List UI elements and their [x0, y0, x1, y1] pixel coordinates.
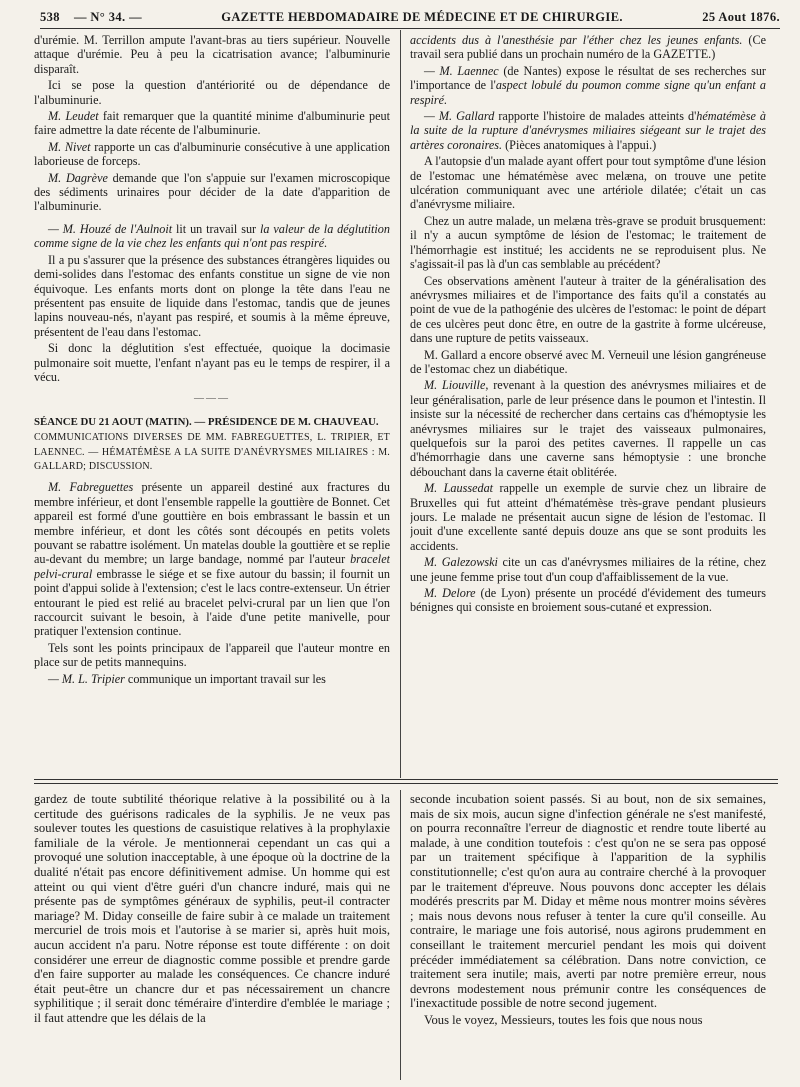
paragraph [410, 64, 766, 107]
paragraph-text: , revenant à la question des anévrysmes miliaires et de leur généralisation, parle de leur présence dans le poumon et l'intestin. Il insiste sur la nécessité de rechercher dans certains cas d'hémoptysie les anévrysmes miliaires sur le trajet des vaisseaux pulmonaires, quelquefois sur la paroi des petites cavernes. Il rappelle un cas d'hémorrhagie dans une caverne sans hémoptysie : une bronche débouchant dans la caverne était oblitérée. [410, 378, 766, 479]
paragraph-text: rapporte un cas d'albuminurie consécutive à une application laborieuse de forceps. [34, 139, 390, 169]
term: bracelet pelvi-crural [34, 552, 390, 581]
section-rule [34, 783, 778, 784]
paragraph: Ici se pose la question d'antériorité ou de dépendance de l'albuminurie. [34, 78, 390, 107]
paragraph [34, 672, 390, 686]
column-left [34, 33, 390, 775]
paragraph [410, 481, 766, 553]
paragraph: Ces observations amènent l'auteur à traiter de la généralisation des anévrysmes miliaires et de l'importance des faits qu'il a constatés au point de vue de la pathogénie des ulcères de l'estomac: le point de départ de ces ulcères peut donc être, en outre de la gastrite à forme ulcéreuse, dans une rupture de petits vaisseaux. [410, 273, 766, 346]
paper-title: aspect lobulé du poumon comme signe qu'un enfant a respiré. [410, 78, 766, 107]
paper-title: la valeur de la déglutition comme signe de la vie chez les enfants qui n'ont pas respiré. [34, 221, 390, 251]
paragraph [410, 555, 766, 584]
ornament-divider: ——— [194, 393, 230, 405]
issue-date: 25 Aout 1876. [702, 9, 780, 24]
paragraph: gardez de toute subtilité théorique relative à la possibilité ou à la certitude des guérisons radicales de la syphilis. Je ne veux pas soulever toutes les questions de casuistique relatives à la prophylaxie familiale de la vérole. Je mentionnerai cependant un cas qui a provoqué une solution inacceptable, à une époque où la doctrine de la dualité n'était pas encore définitivement admise. Un homme qui est atteint ou qui vient d'être guéri d'un chancre induré, mais qui ne présente pas de symptômes généraux de syphilis, peut-il contracter mariage? M. Diday conseille de faire subir à ce malade un traitement mercuriel de trois mois et l'autorise à se marier si, après huit mois, aucun accident n'a paru. Notre réponse est toute différente : on doit considérer une erreur de diagnostic comme possible et prendre garde d'en faire supporter au malade les conséquences. Ce chancre induré était peut-être un chancre dur et pas nécessairement un chancre syphilitique ; il serait donc téméraire d'interdire d'emblée le mariage ; il faut attendre que les délais de la [34, 792, 390, 1025]
paragraph [34, 222, 390, 251]
paragraph [410, 109, 766, 152]
paragraph-text: cite un cas d'anévrysmes miliaires de la rétine, chez une jeune femme prise tout d'un coup d'affaiblissement de la vue. [410, 555, 766, 584]
paragraph: M. Gallard a encore observé avec M. Verneuil une lésion gangréneuse de l'estomac chez un diabétique. [410, 347, 766, 376]
feuilleton-right [410, 792, 766, 1082]
journal-title: GAZETTE HEBDOMADAIRE DE MÉDECINE ET DE CHIRURGIE. [221, 9, 623, 24]
speaker-name: M. Galezowski [424, 555, 498, 570]
paragraph: Vous le voyez, Messieurs, toutes les fois que nous nous [424, 1012, 703, 1027]
speaker-name: M. Fabreguettes [48, 480, 134, 495]
page-number: 538 [40, 9, 60, 24]
speaker-name: M. Laussedat [424, 481, 494, 496]
paragraph-text: (de Lyon) présente un procédé d'évidement des tumeurs bénignes qui consiste en broiement sous-cutané et expression. [410, 586, 766, 615]
paragraph [34, 171, 390, 214]
paragraph: d'urémie. M. Terrillon ampute l'avant-bras au tiers supérieur. Nouvelle attaque d'urémie. Peu à peu la cicatrisation avance; l'albuminurie disparaît. [34, 33, 390, 76]
column-right [410, 33, 766, 775]
paragraph: Tels sont les points principaux de l'appareil que l'auteur montre en place sur de petits mannequins. [34, 640, 390, 670]
paragraph-text: rappelle un exemple de survie chez un libraire de Bruxelles qui fut atteint d'hématémèse très-grave pendant plusieurs jours. Le malade ne présentait aucun signe de lésion de l'estomac. Il jouit d'une excellente santé depuis douze ans que se sont produits les accidents. [410, 481, 766, 553]
paragraph-text: (de Nantes) expose le résultat de ses recherches sur l'importance de l' [410, 63, 766, 93]
column-divider [400, 30, 401, 778]
paragraph-text: (Pièces anatomiques à l'appui.) [502, 137, 657, 152]
session-heading: SÉANCE DU 21 AOUT (MATIN). — PRÉSIDENCE DE M. CHAUVEAU. [34, 415, 379, 428]
paragraph [34, 480, 390, 638]
column-divider [400, 790, 401, 1080]
speaker-name: M. Nivet [48, 139, 91, 154]
session-summary: COMMUNICATIONS DIVERSES DE MM. FABREGUETTES, L. TRIPIER, ET LAENNEC. — HÉMATÉMÈSE A LA SUITE D'ANÉVRYSMES MILIAIRES : M. GALLARD; DISCUSSION. [34, 432, 390, 472]
paragraph [34, 140, 390, 169]
paragraph-text: rapporte l'histoire de malades atteints d' [494, 109, 697, 124]
paragraph: Si donc la déglutition s'est effectuée, quoique la docimasie pulmonaire soit muette, l'enfant n'ayant pas eu le temps de respirer, il a vécu. [34, 341, 390, 384]
speaker-name: — M. Gallard [424, 109, 495, 124]
issue-number: — N° 34. — [73, 9, 142, 24]
speaker-name: — M. L. Tripier [48, 671, 125, 686]
section-rule [34, 779, 778, 780]
paragraph-text: embrasse le siége et se fixe autour du bassin; il fournit un point d'appui solide à l'extension; c'est le lacs contre-extenseur. Un étrier entourant le pied est relié au bracelet pelvi-crural par un lien que l'on raccourcit suivant le besoin, à l'aide d'une petite manivelle, pour pratiquer l'extension continue. [34, 566, 390, 639]
paragraph-text: communique un important travail sur les [124, 671, 326, 686]
paragraph: Chez un autre malade, un melæna très-grave se produit brusquement: il n'y a aucun symptôme de lésion de l'estomac; le traitement de l'hémorrhagie est institué; les accidents ne se reproduisent plus. Ne s'agissait-il pas là d'un cas semblable au précédent? [410, 213, 766, 272]
speaker-name: — M. Laennec [424, 63, 499, 78]
paragraph [410, 586, 766, 615]
speaker-name: — M. Houzé de l'Aulnoit [48, 221, 173, 236]
paragraph [410, 33, 766, 62]
paper-title: hématémèse à la suite de la rupture d'anévrysmes miliaires siégeant sur le trajet des artères coronaires. [410, 109, 766, 152]
paragraph: seconde incubation soient passés. Si au bout, non de six semaines, mais de six mois, aucun signe d'infection générale ne s'est manifesté, on pourra reconnaître l'erreur de diagnostic et rendre toute liberté au malade, à une condition toutefois : c'est qu'on ne se sera pas opposé par un traitement spécifique à l'apparition de la syphilis constitutionnelle; c'est qu'on aura au contraire cherché à la provoquer par le traitement d'épreuve. Nous pouvons donc accepter les délais modérés prescrits par M. Diday et même nous montrer moins sévères ; mais nous devons nous refuser à tenter la cure qu'il conseille. Au contraire, le mariage une fois autorisé, nous agirons prudemment en conseillant le traitement mercuriel pendant les mois qui doivent précéder immédiatement sa célébration. Dans notre conviction, ce traitement sera inutile; mais, averti par notre première erreur, nous devrons modestement nous prémunir contre les conséquences de l'inexactitude possible de notre second jugement. [410, 792, 766, 1011]
feuilleton-left [34, 792, 390, 1082]
speaker-name: M. Liouville [424, 378, 486, 393]
speaker-name: M. Leudet [48, 109, 99, 124]
speaker-name: M. Dagrève [48, 170, 108, 185]
paragraph [34, 109, 390, 138]
paragraph-text: présente un appareil destiné aux fractures du membre inférieur, et dont l'ensemble rappelle la gouttière de Bonnet. Cet appareil est formé d'une gouttière en bois embrassant le bassin et un membre inférieur, et dont les côtés sont découpés en petits volets pouvant se rabattre isolément. Un matelas double la gouttière et se replie au-devant du membre; un large bandage, nommé par l'auteur [34, 480, 390, 567]
paragraph: A l'autopsie d'un malade ayant offert pour tout symptôme d'une lésion de l'estomac une hématémèse avec melæna, on trouve une petite ulcération communiquant avec une artériole dilatée; c'était un cas d'anévrysme miliaire. [410, 154, 766, 212]
paragraph [410, 378, 766, 479]
paper-title: accidents dus à l'anesthésie par l'éther chez les jeunes enfants. [410, 33, 743, 47]
paragraph-text: demande que l'on s'appuie sur l'examen microscopique des sédiments urinaires pour décider de la date d'apparition de l'albuminurie. [34, 170, 390, 214]
speaker-name: M. Delore [424, 586, 476, 601]
page-header [40, 6, 780, 29]
paragraph-text: (Ce travail sera publié dans un prochain numéro de la GAZETTE.) [410, 33, 766, 62]
paragraph-text: fait remarquer que la quantité minime d'albuminurie peut faire admettre la date récente de l'albuminurie. [34, 109, 390, 138]
paragraph-text: lit un travail sur [172, 221, 260, 236]
paragraph: Il a pu s'assurer que la présence des substances étrangères liquides ou demi-solides dans l'estomac des enfants constitue un signe de vie non équivoque. Les enfants morts dont on plonge la tête dans l'eau ne présentent pas ensuite de liquide dans l'estomac, tandis que de jeunes lapins nouveau-nés, n'ayant pas respiré, et soumis à la même épreuve, présentent de l'eau dans l'estomac. [34, 252, 390, 339]
